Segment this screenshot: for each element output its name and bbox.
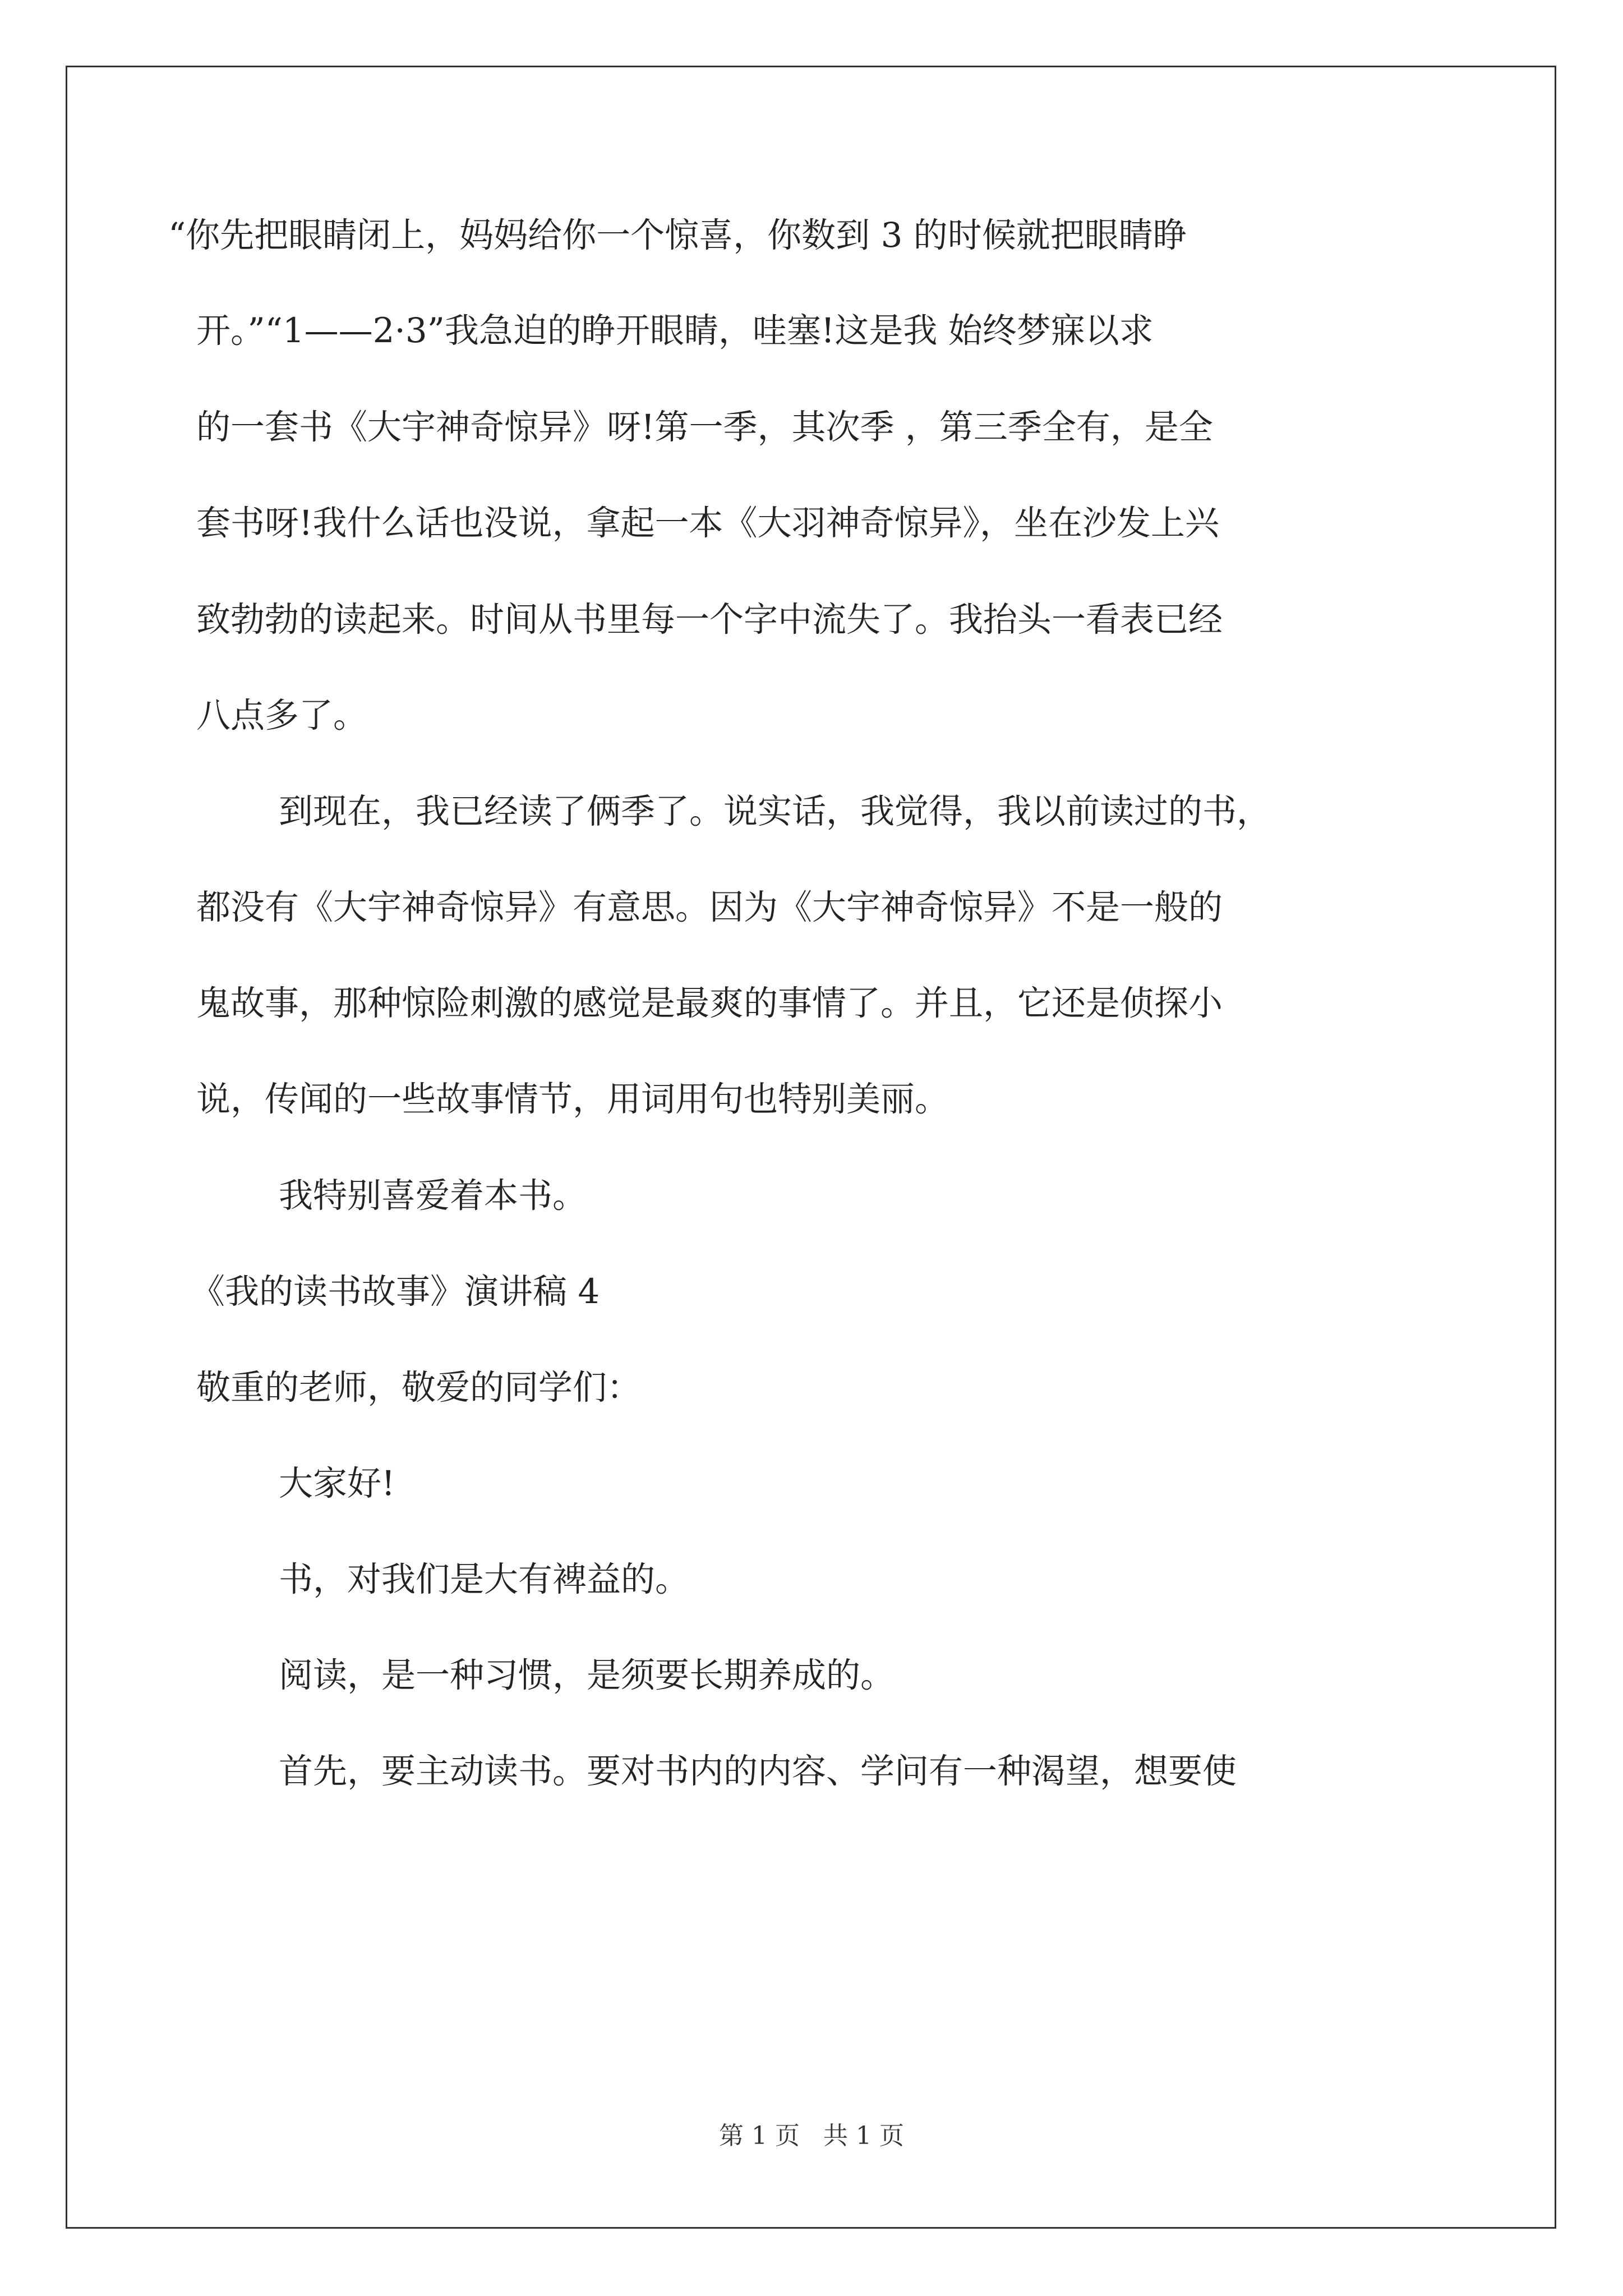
text-line-9: 鬼故事，那种惊险刺激的感觉是最爽的事情了。并且，它还是侦探小 — [196, 983, 1223, 1023]
text-line-15: 书，对我们是大有裨益的。 — [279, 1559, 690, 1599]
text-line-5: 致勃勃的读起来。时间从书里每一个字中流失了。我抬头一看表已经 — [196, 600, 1223, 639]
text-line-10: 说，传闻的一些故事情节，用词用句也特别美丽。 — [196, 1079, 949, 1119]
text-line-7: 到现在，我已经读了俩季了。说实话，我觉得，我以前读过的书， — [279, 792, 1271, 831]
text-line-2: 开。”“1——2·3”我急迫的睁开眼睛，哇塞!这是我 始终梦寐以求 — [196, 311, 1154, 351]
page-footer: 第 1 页 共 1 页 — [719, 2122, 904, 2150]
text-line-6: 八点多了。 — [196, 696, 368, 735]
text-line-3: 的一套书《大宇神奇惊异》呀!第一季，其次季 ，第三季全有，是全 — [196, 407, 1213, 447]
text-line-8: 都没有《大宇神奇惊异》有意思。因为《大宇神奇惊异》不是一般的 — [196, 887, 1223, 927]
section-title: 《我的读书故事》演讲稿 4 — [191, 1272, 600, 1312]
text-line-16: 阅读，是一种习惯，是须要长期养成的。 — [279, 1655, 895, 1695]
salutation: 敬重的老师，敬爱的同学们： — [196, 1368, 642, 1407]
text-line-1: “你先把眼睛闭上，妈妈给你一个惊喜，你数到 3 的时候就把眼睛睁 — [168, 215, 1187, 255]
text-line-17: 首先，要主动读书。要对书内的内容、学问有一种渴望，想要使 — [279, 1751, 1237, 1791]
page-border — [66, 66, 1556, 2229]
text-line-4: 套书呀!我什么话也没说，拿起一本《大羽神奇惊异》，坐在沙发上兴 — [196, 503, 1220, 543]
text-line-11: 我特别喜爱着本书。 — [279, 1176, 587, 1216]
greeting: 大家好! — [279, 1464, 395, 1503]
